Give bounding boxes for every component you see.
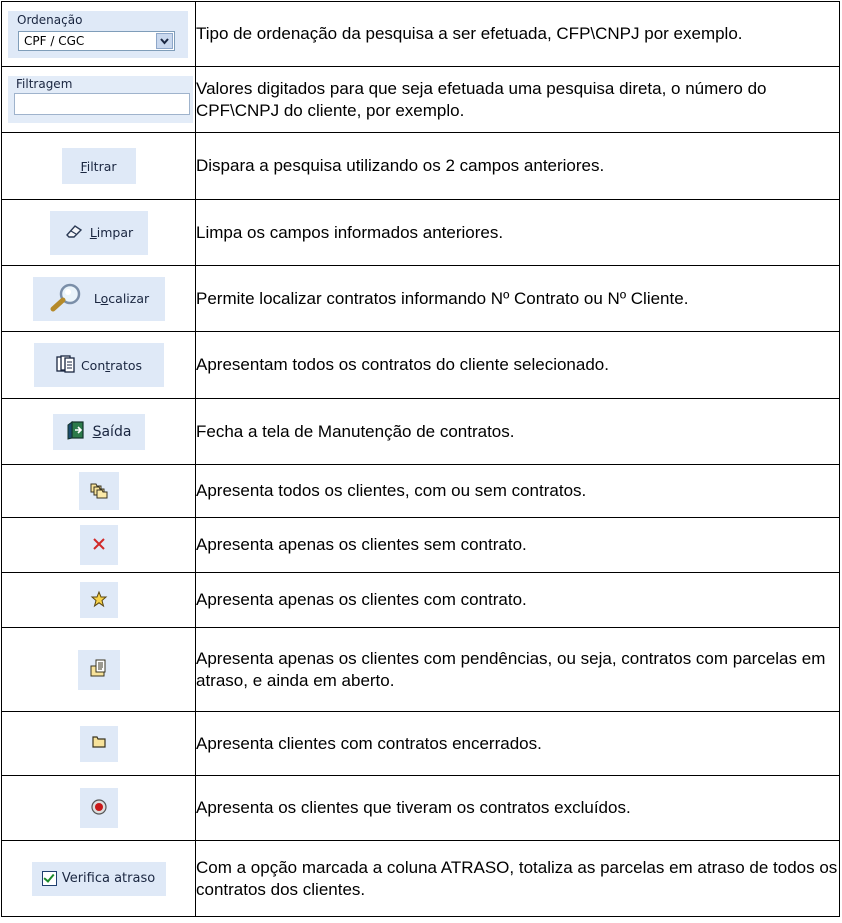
eraser-icon <box>64 223 84 242</box>
table-row <box>2 133 840 200</box>
description: Apresenta todos os clientes, com ou sem contratos. <box>196 465 840 518</box>
table-row <box>2 776 840 841</box>
table-row <box>2 712 840 776</box>
control-cell <box>2 133 196 200</box>
all-folders-icon <box>89 481 109 502</box>
description: Valores digitados para que seja efetuada uma pesquisa direta, o número do CPF\CNPJ do cliente, por exemplo. <box>196 67 840 133</box>
table-row <box>2 200 840 266</box>
control-cell <box>2 573 196 628</box>
control-cell <box>2 332 196 399</box>
table-row <box>2 67 840 133</box>
red-x-icon <box>91 536 107 555</box>
control-cell <box>2 776 196 841</box>
control-cell <box>2 266 196 332</box>
limpar-button[interactable] <box>50 211 148 255</box>
ordenacao-value: CPF / CGC <box>24 33 85 48</box>
closed-folder-icon <box>91 735 107 752</box>
contratos-label: Contratos <box>80 357 143 373</box>
description: Apresenta apenas os clientes com pendências, ou seja, contratos com parcelas em atraso, e ainda em aberto. <box>196 628 840 712</box>
star-icon <box>90 590 108 611</box>
deleted-contracts-button[interactable] <box>80 788 118 828</box>
filtrar-button[interactable] <box>62 148 136 184</box>
description: Dispara a pesquisa utilizando os 2 campos anteriores. <box>196 133 840 200</box>
description: Apresenta apenas os clientes com contrato. <box>196 573 840 628</box>
control-cell <box>2 200 196 266</box>
table-row <box>2 628 840 712</box>
verifica-atraso-checkbox[interactable] <box>32 862 166 896</box>
filtragem-panel <box>8 76 193 123</box>
description: Permite localizar contratos informando Nº Contrato ou Nº Cliente. <box>196 266 840 332</box>
ordenacao-select[interactable] <box>18 31 175 51</box>
control-cell <box>2 399 196 465</box>
control-cell <box>2 628 196 712</box>
pending-button[interactable] <box>78 650 120 690</box>
verifica-atraso-label: Verifica atraso <box>61 871 156 886</box>
table-row <box>2 841 840 917</box>
control-cell <box>2 465 196 518</box>
table-row <box>2 399 840 465</box>
description: Apresentam todos os contratos do cliente selecionado. <box>196 332 840 399</box>
closed-contracts-button[interactable] <box>80 726 118 762</box>
table-row <box>2 573 840 628</box>
description: Apresenta apenas os clientes sem contrato. <box>196 518 840 573</box>
contratos-button[interactable] <box>34 343 164 387</box>
pending-document-icon <box>89 658 109 681</box>
control-cell <box>2 2 196 67</box>
description: Apresenta clientes com contratos encerrados. <box>196 712 840 776</box>
filtragem-label: Filtragem <box>16 77 73 91</box>
magnifier-icon <box>48 282 86 315</box>
red-record-icon <box>90 798 108 819</box>
saida-button[interactable] <box>53 414 145 450</box>
control-cell <box>2 841 196 917</box>
filtrar-label: Filtrar <box>80 158 117 174</box>
exit-door-icon <box>66 420 86 443</box>
table-row <box>2 332 840 399</box>
table-row <box>2 266 840 332</box>
localizar-label: Localizar <box>93 291 150 306</box>
description: Tipo de ordenação da pesquisa a ser efetuada, CFP\CNPJ por exemplo. <box>196 2 840 67</box>
table-row <box>2 2 840 67</box>
documents-icon <box>55 354 77 377</box>
checkbox-checked-icon[interactable] <box>42 871 57 886</box>
with-contract-button[interactable] <box>80 582 118 618</box>
description: Fecha a tela de Manutenção de contratos. <box>196 399 840 465</box>
description: Limpa os campos informados anteriores. <box>196 200 840 266</box>
control-cell <box>2 67 196 133</box>
localizar-button[interactable] <box>33 277 165 321</box>
ordenacao-panel <box>8 11 188 58</box>
filtragem-input[interactable] <box>14 93 190 115</box>
help-table <box>1 1 840 917</box>
table-row <box>2 465 840 518</box>
no-contract-button[interactable] <box>80 525 118 565</box>
saida-label: Saída <box>92 423 132 440</box>
control-cell <box>2 712 196 776</box>
chevron-down-icon[interactable] <box>156 33 173 49</box>
description: Apresenta os clientes que tiveram os contratos excluídos. <box>196 776 840 841</box>
table-row <box>2 518 840 573</box>
limpar-label: Limpar <box>89 225 134 240</box>
control-cell <box>2 518 196 573</box>
description: Com a opção marcada a coluna ATRASO, totaliza as parcelas em atraso de todos os contratos dos clientes. <box>196 841 840 917</box>
all-clients-button[interactable] <box>79 472 119 510</box>
ordenacao-label: Ordenação <box>17 12 83 27</box>
